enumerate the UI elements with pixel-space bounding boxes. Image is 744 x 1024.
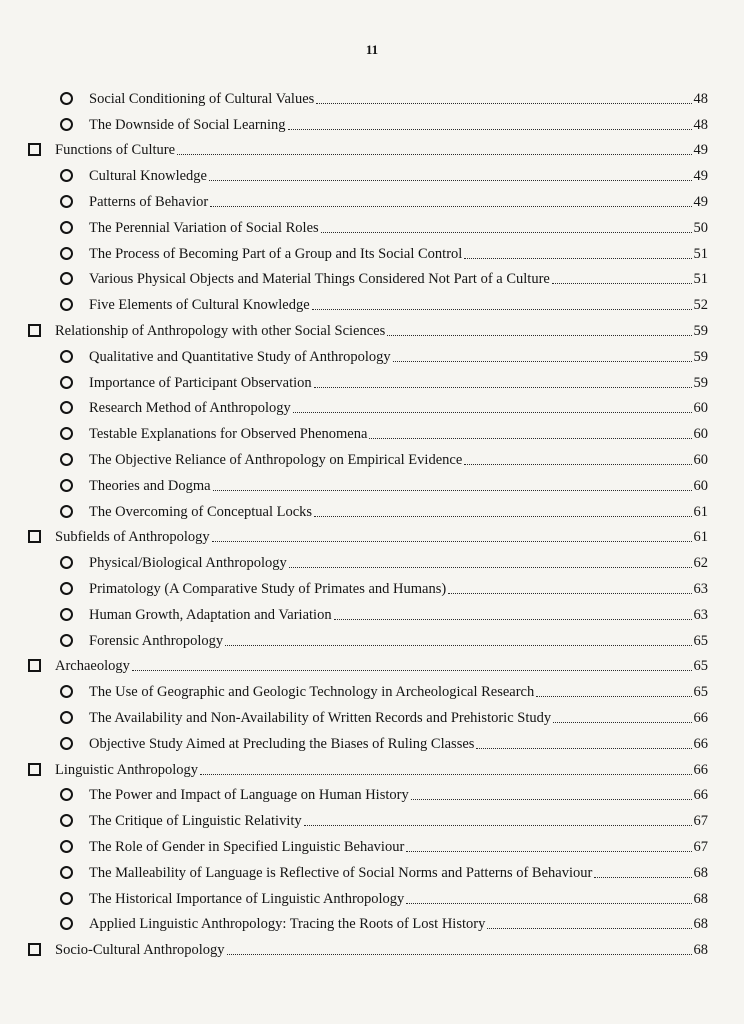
entry-title: The Availability and Non-Availability of Written Records and Prehistoric Study xyxy=(89,709,552,726)
dot-leader xyxy=(594,877,691,878)
dot-leader xyxy=(304,825,692,826)
dot-leader xyxy=(387,335,691,336)
dot-leader xyxy=(314,387,692,388)
entry-page-number: 60 xyxy=(693,477,708,494)
entry-page-number: 61 xyxy=(693,529,708,546)
circle-bullet-icon xyxy=(60,427,73,440)
entry-title: Functions of Culture xyxy=(55,142,176,159)
toc-subentry xyxy=(28,882,708,908)
entry-title: The Use of Geographic and Geologic Technology in Archeological Research xyxy=(89,684,535,701)
toc-subentry xyxy=(28,908,708,934)
circle-bullet-icon xyxy=(60,195,73,208)
toc-subentry xyxy=(28,366,708,392)
dot-leader xyxy=(312,309,692,310)
toc-subentry xyxy=(28,546,708,572)
toc-section-entry xyxy=(28,753,708,779)
circle-bullet-icon xyxy=(60,247,73,260)
entry-title: The Malleability of Language is Reflective of Social Norms and Patterns of Behaviour xyxy=(89,864,593,881)
entry-page-number: 66 xyxy=(693,787,708,804)
entry-title: Archaeology xyxy=(55,658,130,675)
circle-bullet-icon xyxy=(60,401,73,414)
circle-bullet-icon xyxy=(60,917,73,930)
dot-leader xyxy=(552,283,692,284)
dot-leader xyxy=(210,206,691,207)
circle-bullet-icon xyxy=(60,453,73,466)
toc-section-entry xyxy=(28,933,708,959)
circle-bullet-icon xyxy=(60,169,73,182)
dot-leader xyxy=(448,593,691,594)
entry-page-number: 50 xyxy=(693,219,708,236)
entry-title: Importance of Participant Observation xyxy=(89,374,312,391)
toc-subentry xyxy=(28,392,708,418)
toc-subentry xyxy=(28,443,708,469)
circle-bullet-icon xyxy=(60,92,73,105)
entry-title: Qualitative and Quantitative Study of Anthropology xyxy=(89,348,391,365)
dot-leader xyxy=(200,774,692,775)
dot-leader xyxy=(227,954,692,955)
entry-page-number: 68 xyxy=(693,916,708,933)
dot-leader xyxy=(321,232,692,233)
dot-leader xyxy=(536,696,691,697)
entry-page-number: 49 xyxy=(693,142,708,159)
entry-page-number: 68 xyxy=(693,864,708,881)
entry-title: The Perennial Variation of Social Roles xyxy=(89,219,319,236)
circle-bullet-icon xyxy=(60,118,73,131)
dot-leader xyxy=(316,103,691,104)
entry-page-number: 61 xyxy=(693,503,708,520)
entry-page-number: 67 xyxy=(693,813,708,830)
toc-subentry xyxy=(28,701,708,727)
entry-page-number: 59 xyxy=(693,322,708,339)
dot-leader xyxy=(288,129,692,130)
dot-leader xyxy=(293,412,692,413)
toc-subentry xyxy=(28,804,708,830)
circle-bullet-icon xyxy=(60,221,73,234)
entry-page-number: 60 xyxy=(693,451,708,468)
dot-leader xyxy=(406,903,691,904)
circle-bullet-icon xyxy=(60,376,73,389)
entry-title: Linguistic Anthropology xyxy=(55,761,198,778)
toc-subentry xyxy=(28,830,708,856)
square-bullet-icon xyxy=(28,324,41,337)
entry-title: The Role of Gender in Specified Linguistic Behaviour xyxy=(89,838,405,855)
toc-subentry xyxy=(28,159,708,185)
entry-title: Theories and Dogma xyxy=(89,477,211,494)
circle-bullet-icon xyxy=(60,582,73,595)
square-bullet-icon xyxy=(28,763,41,776)
entry-title: The Overcoming of Conceptual Locks xyxy=(89,503,313,520)
toc-subentry xyxy=(28,340,708,366)
circle-bullet-icon xyxy=(60,350,73,363)
entry-page-number: 49 xyxy=(693,168,708,185)
dot-leader xyxy=(406,851,691,852)
entry-page-number: 59 xyxy=(693,374,708,391)
toc-section-entry xyxy=(28,314,708,340)
square-bullet-icon xyxy=(28,530,41,543)
toc-section-entry xyxy=(28,650,708,676)
entry-title: The Objective Reliance of Anthropology on Empirical Evidence xyxy=(89,451,463,468)
dot-leader xyxy=(464,258,691,259)
entry-title: Socio-Cultural Anthropology xyxy=(55,942,225,959)
square-bullet-icon xyxy=(28,659,41,672)
entry-page-number: 51 xyxy=(693,245,708,262)
dot-leader xyxy=(225,645,691,646)
dot-leader xyxy=(212,541,692,542)
circle-bullet-icon xyxy=(60,788,73,801)
toc-subentry xyxy=(28,598,708,624)
entry-page-number: 62 xyxy=(693,555,708,572)
entry-title: Human Growth, Adaptation and Variation xyxy=(89,606,332,623)
toc-subentry xyxy=(28,624,708,650)
entry-page-number: 49 xyxy=(693,193,708,210)
entry-page-number: 51 xyxy=(693,271,708,288)
entry-page-number: 52 xyxy=(693,297,708,314)
dot-leader xyxy=(132,670,692,671)
entry-title: Applied Linguistic Anthropology: Tracing the Roots of Lost History xyxy=(89,916,486,933)
circle-bullet-icon xyxy=(60,608,73,621)
dot-leader xyxy=(314,516,691,517)
dot-leader xyxy=(177,154,691,155)
dot-leader xyxy=(553,722,691,723)
entry-page-number: 67 xyxy=(693,838,708,855)
circle-bullet-icon xyxy=(60,634,73,647)
toc-subentry xyxy=(28,469,708,495)
page-number: 11 xyxy=(365,42,379,57)
toc-subentry xyxy=(28,211,708,237)
entry-page-number: 65 xyxy=(693,684,708,701)
dot-leader xyxy=(369,438,691,439)
entry-page-number: 60 xyxy=(693,400,708,417)
square-bullet-icon xyxy=(28,943,41,956)
circle-bullet-icon xyxy=(60,685,73,698)
dot-leader xyxy=(393,361,692,362)
entry-title: Cultural Knowledge xyxy=(89,168,207,185)
dot-leader xyxy=(476,748,691,749)
entry-page-number: 66 xyxy=(693,709,708,726)
entry-title: Forensic Anthropology xyxy=(89,632,224,649)
toc-subentry xyxy=(28,263,708,289)
toc-section-entry xyxy=(28,134,708,160)
circle-bullet-icon xyxy=(60,298,73,311)
toc-subentry xyxy=(28,572,708,598)
entry-title: The Process of Becoming Part of a Group and Its Social Control xyxy=(89,245,463,262)
dot-leader xyxy=(289,567,692,568)
entry-title: Testable Explanations for Observed Phenomena xyxy=(89,426,368,443)
entry-title: Physical/Biological Anthropology xyxy=(89,555,287,572)
dot-leader xyxy=(487,928,691,929)
dot-leader xyxy=(209,180,692,181)
entry-title: Social Conditioning of Cultural Values xyxy=(89,90,315,107)
entry-page-number: 68 xyxy=(693,890,708,907)
toc-subentry xyxy=(28,82,708,108)
entry-page-number: 63 xyxy=(693,580,708,597)
entry-page-number: 68 xyxy=(693,942,708,959)
entry-page-number: 66 xyxy=(693,735,708,752)
toc-subentry xyxy=(28,237,708,263)
entry-title: The Power and Impact of Language on Human History xyxy=(89,787,409,804)
toc-subentry xyxy=(28,727,708,753)
entry-page-number: 48 xyxy=(693,116,708,133)
toc-subentry xyxy=(28,108,708,134)
table-of-contents xyxy=(28,82,708,959)
dot-leader xyxy=(411,799,692,800)
dot-leader xyxy=(464,464,691,465)
dot-leader xyxy=(213,490,692,491)
square-bullet-icon xyxy=(28,143,41,156)
entry-title: Primatology (A Comparative Study of Primates and Humans) xyxy=(89,580,447,597)
circle-bullet-icon xyxy=(60,505,73,518)
toc-subentry xyxy=(28,185,708,211)
entry-page-number: 65 xyxy=(693,658,708,675)
entry-title: Relationship of Anthropology with other Social Sciences xyxy=(55,322,386,339)
entry-page-number: 63 xyxy=(693,606,708,623)
entry-title: The Critique of Linguistic Relativity xyxy=(89,813,302,830)
entry-title: The Historical Importance of Linguistic Anthropology xyxy=(89,890,405,907)
entry-title: Five Elements of Cultural Knowledge xyxy=(89,297,310,314)
circle-bullet-icon xyxy=(60,866,73,879)
toc-section-entry xyxy=(28,521,708,547)
toc-subentry xyxy=(28,675,708,701)
entry-title: Objective Study Aimed at Precluding the Biases of Ruling Classes xyxy=(89,735,475,752)
toc-subentry xyxy=(28,856,708,882)
entry-page-number: 59 xyxy=(693,348,708,365)
entry-page-number: 60 xyxy=(693,426,708,443)
circle-bullet-icon xyxy=(60,556,73,569)
entry-title: Various Physical Objects and Material Things Considered Not Part of a Culture xyxy=(89,271,550,288)
circle-bullet-icon xyxy=(60,479,73,492)
entry-page-number: 65 xyxy=(693,632,708,649)
toc-subentry xyxy=(28,288,708,314)
circle-bullet-icon xyxy=(60,711,73,724)
entry-page-number: 66 xyxy=(693,761,708,778)
circle-bullet-icon xyxy=(60,814,73,827)
circle-bullet-icon xyxy=(60,840,73,853)
dot-leader xyxy=(334,619,692,620)
entry-title: Subfields of Anthropology xyxy=(55,529,210,546)
entry-title: The Downside of Social Learning xyxy=(89,116,286,133)
circle-bullet-icon xyxy=(60,892,73,905)
toc-subentry xyxy=(28,417,708,443)
circle-bullet-icon xyxy=(60,272,73,285)
toc-subentry xyxy=(28,779,708,805)
circle-bullet-icon xyxy=(60,737,73,750)
entry-title: Research Method of Anthropology xyxy=(89,400,291,417)
entry-title: Patterns of Behavior xyxy=(89,193,209,210)
toc-subentry xyxy=(28,495,708,521)
entry-page-number: 48 xyxy=(693,90,708,107)
